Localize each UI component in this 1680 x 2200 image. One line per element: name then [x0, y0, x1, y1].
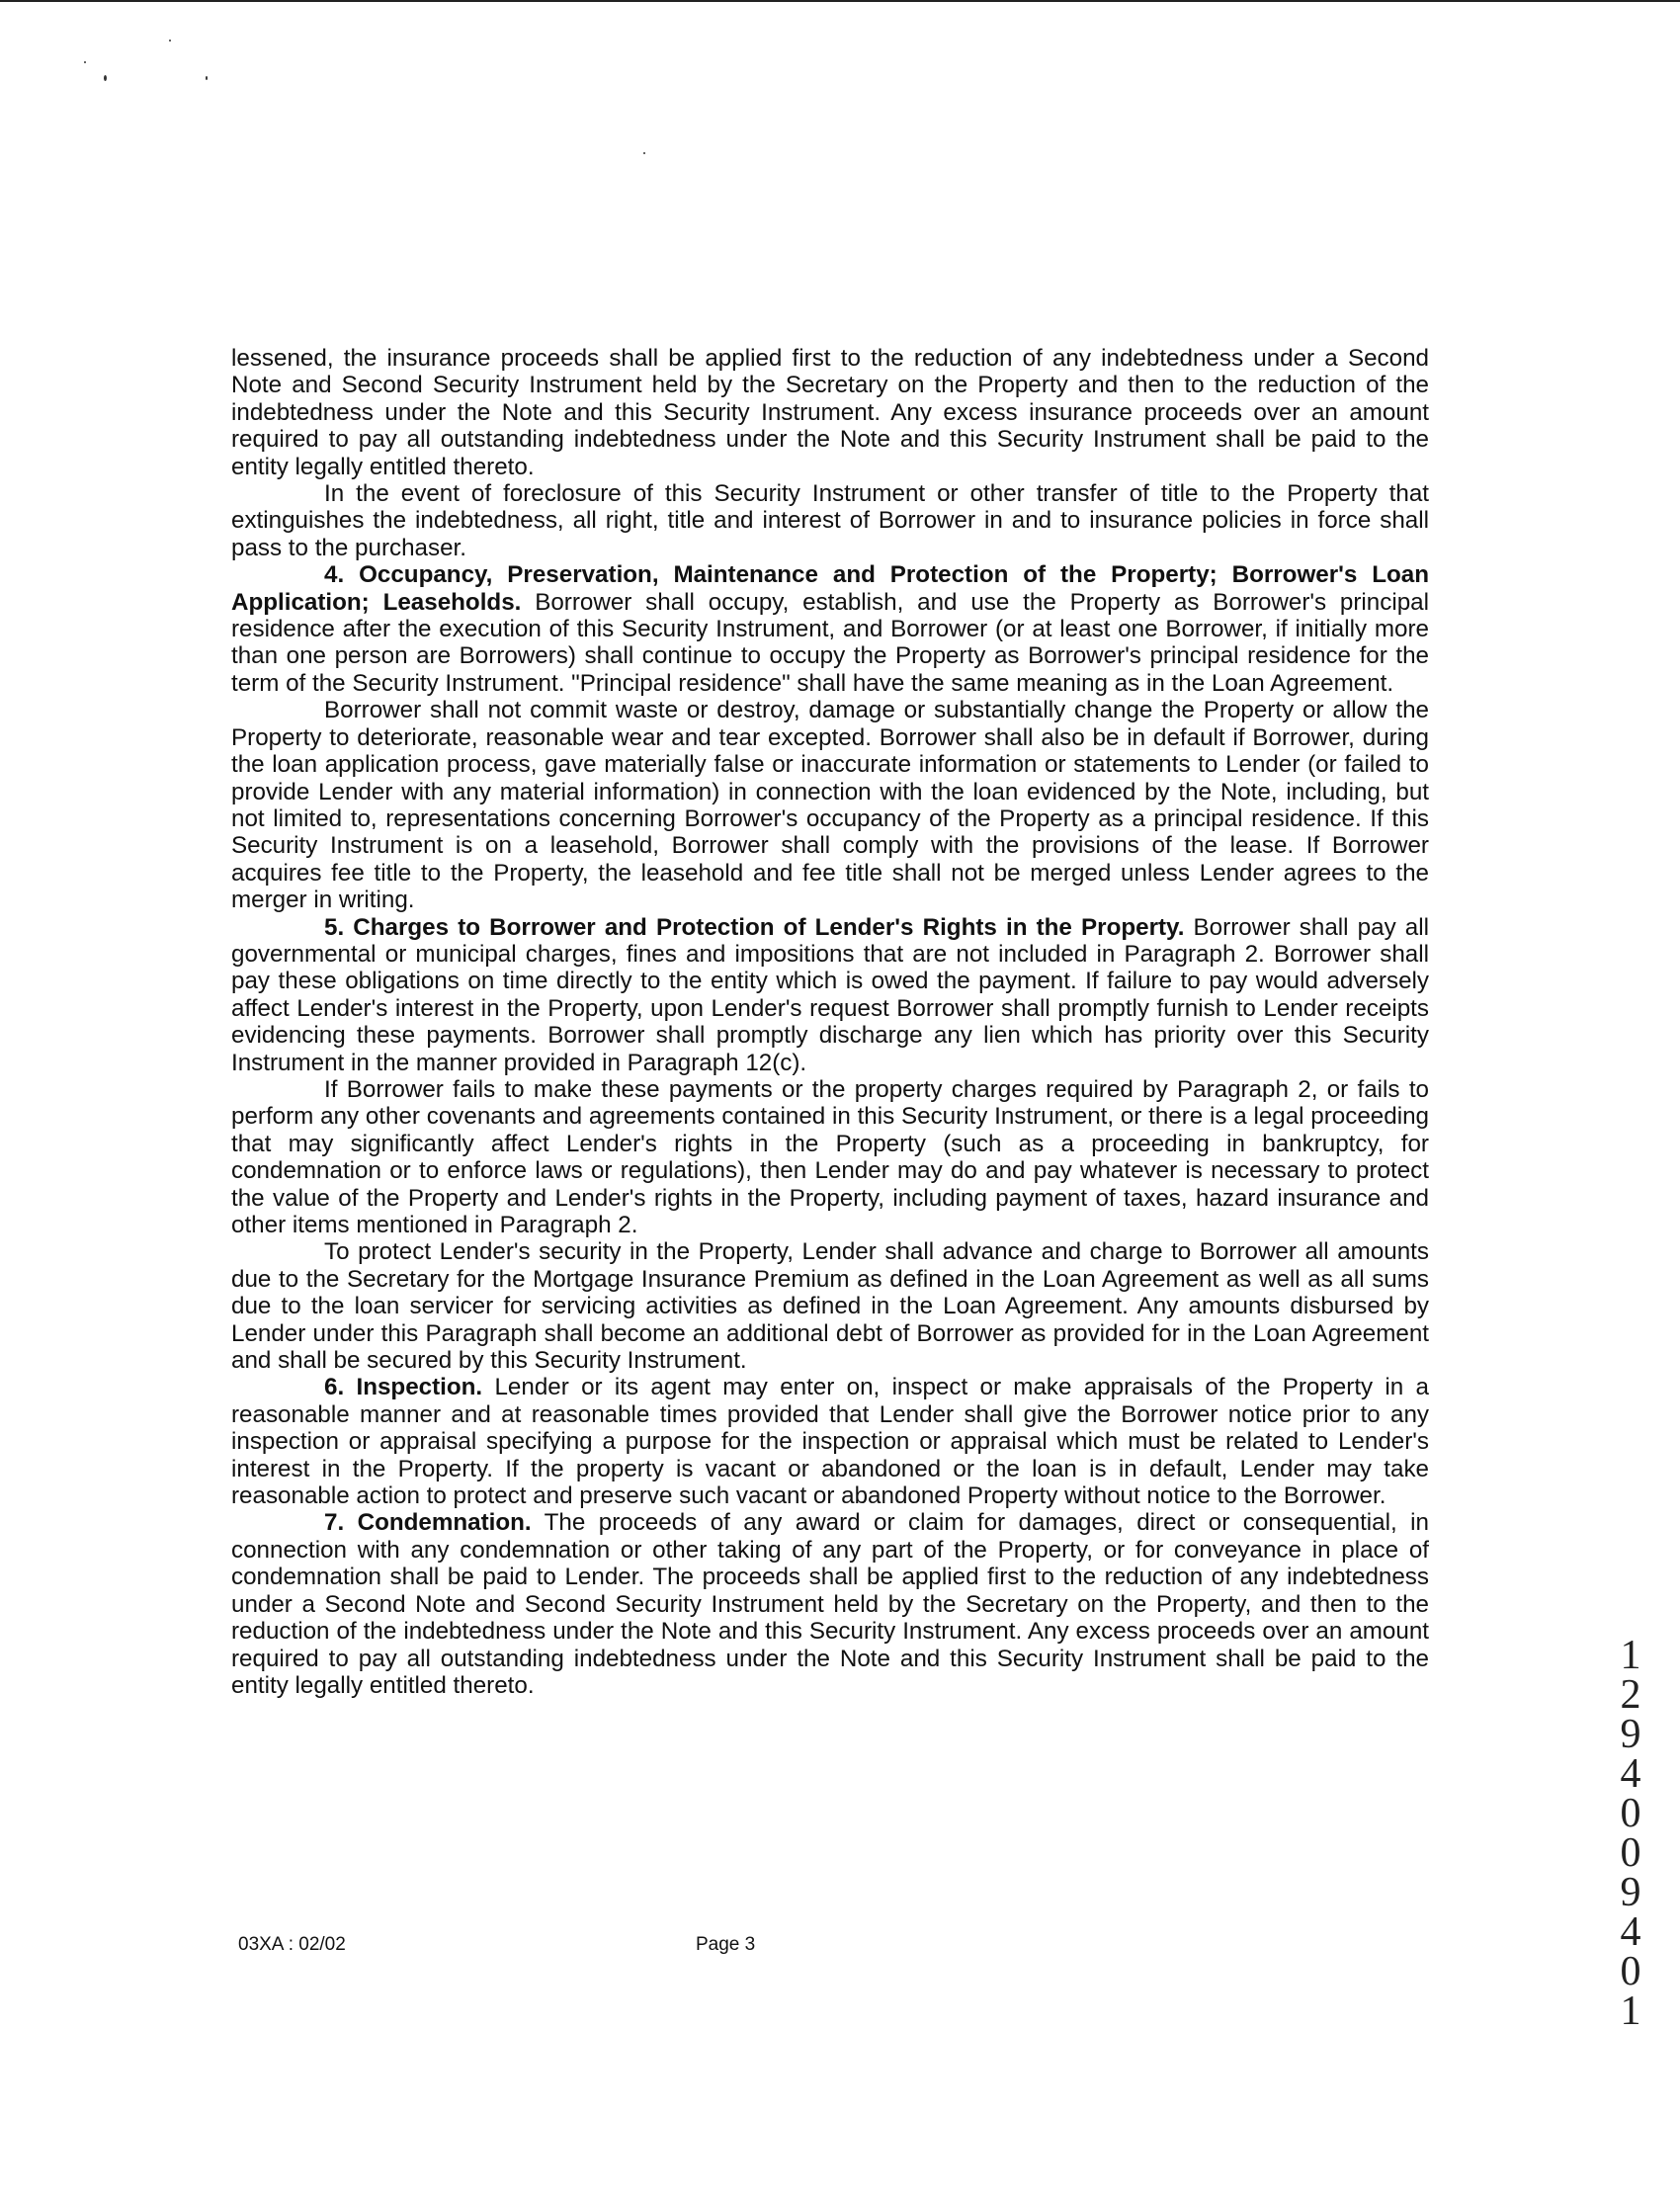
- section-heading: 4. Occupancy, Preservation, Maintenance and Protection of the Property; Borrower's Loan Application; Leaseholds.: [231, 561, 1429, 616]
- scan-speck: [206, 76, 208, 80]
- paragraph-insurance-continued: [231, 345, 1429, 480]
- paragraph-text: The proceeds of any award or claim for damages, direct or consequential, in connection with any condemnation or other taking of any part of the Property, or for conveyance in place of condemnation shall be paid to Lender. The proceeds shall be applied first to the reduction of any indebtedness under a Second Note and Second Security Instrument held by the Secretary on the Property, and then to the reduction of the indebtedness under the Note and this Security Instrument. Any excess proceeds over an amount required to pay all outstanding indebtedness under the Note and this Security Instrument shall be paid to the entity legally entitled thereto.: [231, 1509, 1429, 1699]
- paragraph-protect-security: [231, 1238, 1429, 1374]
- paragraph-text: Borrower shall occupy, establish, and use the Property as Borrower's principal residence after the execution of this Security Instrument, and Borrower (or at least one Borrower, if initially more than one person are Borrowers) shall continue to occupy the Property as Borrower's principal residence for the term of the Security Instrument. "Principal residence" shall have the same meaning as in the Loan Agreement.: [231, 588, 1429, 697]
- paragraph-text: In the event of foreclosure of this Security Instrument or other transfer of title to the Property that extinguishes the indebtedness, all right, title and interest of Borrower in and to insurance policies in force shall pass to the purchaser.: [231, 480, 1429, 561]
- scan-top-rule: [0, 0, 1680, 2]
- paragraph-text: lessened, the insurance proceeds shall be applied first to the reduction of any indebtedness under a Second Note and Second Security Instrument held by the Secretary on the Property and then to the reduction of the indebtedness under the Note and this Security Instrument. Any excess insurance proceeds over an amount required to pay all outstanding indebtedness under the Note and this Security Instrument shall be paid to the entity legally entitled thereto.: [231, 345, 1429, 480]
- section-5-charges: [231, 914, 1429, 1076]
- footer-form-code: 03XA : 02/02: [238, 1934, 346, 1955]
- paragraph-text: Borrower shall not commit waste or destroy, damage or substantially change the Property or allow the Property to deteriorate, reasonable wear and tear excepted. Borrower shall also be in default if Borrower, during the loan application process, gave materially false or inaccurate information or statements to Lender (or failed to provide Lender with any material information) in connection with the loan evidenced by the Note, including, but not limited to, representations concerning Borrower's occupancy of the Property as a principal residence. If this Security Instrument is on a leasehold, Borrower shall comply with the provisions of the lease. If Borrower acquires fee title to the Property, the leasehold and fee title shall not be merged unless Lender agrees to the merger in writing.: [231, 697, 1429, 914]
- paragraph-text: If Borrower fails to make these payments or the property charges required by Paragraph 2, or fails to perform any other covenants and agreements contained in this Security Instrument, or there is a legal proceeding that may significantly affect Lender's rights in the Property (such as a proceeding in bankruptcy, for condemnation or to enforce laws or regulations), then Lender may do and pay whatever is necessary to protect the value of the Property and Lender's rights in the Property, including payment of taxes, hazard insurance and other items mentioned in Paragraph 2.: [231, 1075, 1429, 1238]
- section-heading: 6. Inspection.: [324, 1374, 483, 1401]
- stamp-number: 12940 09401: [1620, 1633, 1641, 2034]
- side-document-stamp: [1611, 1596, 1650, 2071]
- section-heading: 5. Charges to Borrower and Protection of Lender's Rights in the Property.: [324, 913, 1185, 941]
- footer-page-number: Page 3: [696, 1934, 756, 1955]
- paragraph-text: Borrower shall pay all governmental or municipal charges, fines and impositions that are not included in Paragraph 2. Borrower shall pay these obligations on time directly to the entity which is owed the payment. If failure to pay would adversely affect Lender's interest in the Property, upon Lender's request Borrower shall promptly furnish to Lender receipts evidencing these payments. Borrower shall promptly discharge any lien which has priority over this Security Instrument in the manner provided in Paragraph 12(c).: [231, 913, 1429, 1076]
- scan-speck: [84, 61, 86, 63]
- section-6-inspection: [231, 1374, 1429, 1509]
- paragraph-text: To protect Lender's security in the Property, Lender shall advance and charge to Borrower all amounts due to the Secretary for the Mortgage Insurance Premium as defined in the Loan Agreement as well as all sums due to the loan servicer for servicing activities as defined in the Loan Agreement. Any amounts disbursed by Lender under this Paragraph shall become an additional debt of Borrower as provided for in the Loan Agreement and shall be secured by this Security Instrument.: [231, 1238, 1429, 1375]
- scan-speck: [169, 40, 171, 42]
- paragraph-foreclosure: [231, 480, 1429, 561]
- section-7-condemnation: [231, 1509, 1429, 1699]
- document-body: [231, 345, 1429, 1699]
- paragraph-waste: [231, 697, 1429, 913]
- paragraph-text: Lender or its agent may enter on, inspect or make appraisals of the Property in a reasonable manner and at reasonable times provided that Lender shall give the Borrower notice prior to any inspection or appraisal specifying a purpose for the inspection or appraisal which must be related to Lender's interest in the Property. If the property is vacant or abandoned or the loan is in default, Lender may take reasonable action to protect and preserve such vacant or abandoned Property without notice to the Borrower.: [231, 1374, 1430, 1510]
- section-heading: 7. Condemnation.: [324, 1509, 532, 1537]
- scan-speck: [104, 75, 107, 81]
- scan-speck: [643, 152, 645, 154]
- paragraph-failure-to-pay: [231, 1076, 1429, 1238]
- section-4-occupancy: [231, 561, 1429, 697]
